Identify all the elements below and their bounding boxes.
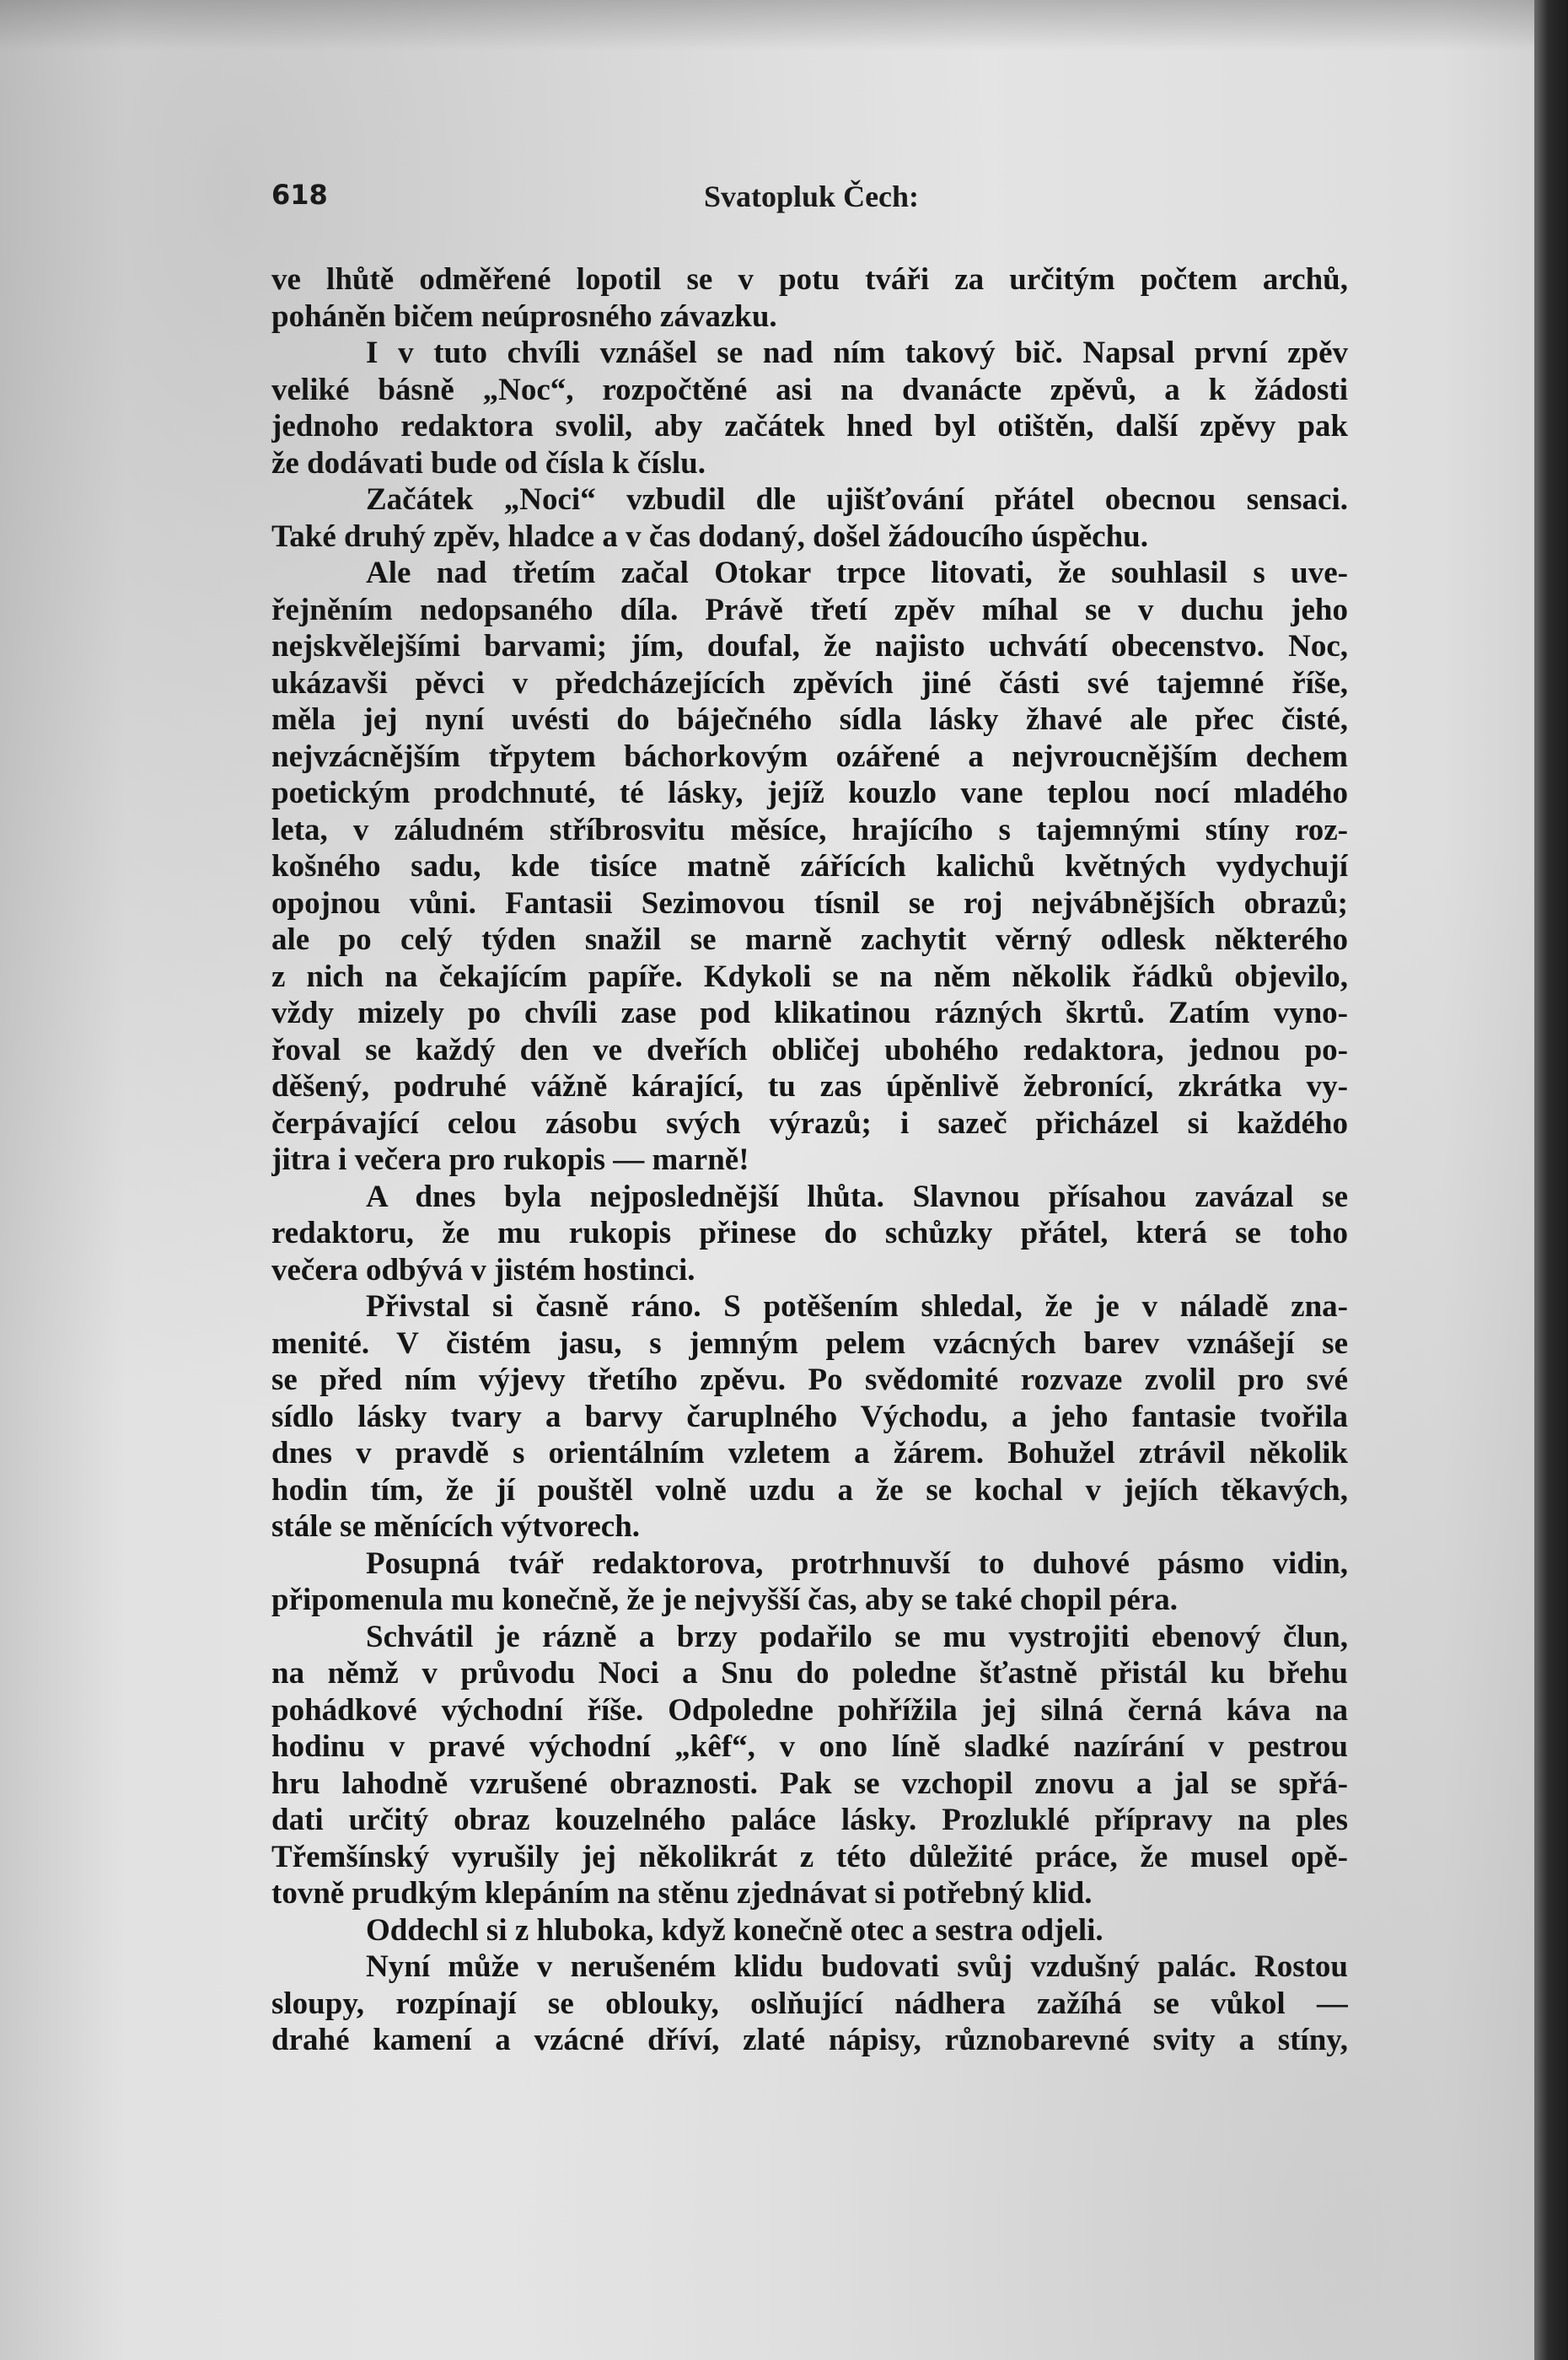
text-line: leta, v záludném stříbrosvitu měsíce, hrajícího s tajemnými stíny roz- [271, 812, 1348, 847]
text-line: hodinu v pravé východní „kêf“, v ono líně sladké nazírání v pestrou [271, 1729, 1348, 1764]
scan-top-shadow [0, 0, 1534, 51]
text-line: večera odbývá v jistém hostinci. [271, 1252, 695, 1288]
text-line: řoval se každý den ve dveřích obličej ubohého redaktora, jednou po- [271, 1032, 1348, 1067]
text-line: hodin tím, že jí pouštěl volně uzdu a že se kochal v jejích těkavých, [271, 1472, 1348, 1508]
text-line: Začátek „Noci“ vzbudil dle ujišťování přátel obecnou sensaci. [366, 482, 1348, 517]
text-line: ukázavši pěvci v předcházejících zpěvích jiné části své tajemné říše, [271, 665, 1348, 701]
text-line: vždy mizely po chvíli zase pod klikatinou rázných škrtů. Zatím vyno- [271, 996, 1348, 1030]
text-line: nejskvělejšími barvami; jím, doufal, že najisto uchvátí obecenstvo. Noc, [271, 629, 1348, 664]
text-line: A dnes byla nejposlednější lhůta. Slavnou přísahou zavázal se [366, 1179, 1348, 1214]
text-line: připomenula mu konečně, že je nejvyšší čas, aby se také chopil péra. [271, 1583, 1179, 1617]
scan-right-edge [1534, 0, 1568, 2360]
text-line: Přivstal si časně ráno. S potěšením shledal, že je v náladě zna- [366, 1289, 1348, 1324]
text-line: košného sadu, kde tisíce matně zářících kalichů květných vydychují [271, 849, 1348, 884]
text-line: Oddechl si z hluboka, když konečně otec a sestra odjeli. [366, 1912, 1104, 1948]
text-line: opojnou vůni. Fantasii Sezimovou tísnil se roj nejvábnějších obrazů; [271, 885, 1348, 921]
text-line: se před ním výjevy třetího zpěvu. Po svědomité rozvaze zvolil pro své [271, 1363, 1348, 1397]
text-line: jitra i večera pro rukopis — marně! [271, 1142, 749, 1177]
text-line: Nyní může v nerušeném klidu budovati svůj vzdušný palác. Rostou [366, 1949, 1348, 1984]
text-line: sídlo lásky tvary a barvy čaruplného Východu, a jeho fantasie tvořila [271, 1399, 1348, 1434]
text-line: řejněním nedopsaného díla. Právě třetí zpěv míhal se v duchu jeho [271, 592, 1348, 627]
text-line: hru lahodně vzrušené obraznosti. Pak se vzchopil znovu a jal se spřá- [271, 1766, 1348, 1801]
text-line: že dodávati bude od čísla k číslu. [271, 445, 706, 481]
text-line: Schvátil je rázně a brzy podařilo se mu vystrojiti ebenový člun, [366, 1619, 1348, 1654]
text-line: ve lhůtě odměřené lopotil se v potu tváři za určitým počtem archů, [271, 262, 1348, 297]
text-line: menité. V čistém jasu, s jemným pelem vzácných barev vznášejí se [271, 1325, 1348, 1361]
text-line: sloupy, rozpínají se oblouky, oslňující nádhera zažíhá se vůkol — [271, 1986, 1348, 2021]
text-line: pohádkové východní říše. Odpoledne pohřížila jej silná černá káva na [271, 1692, 1348, 1728]
text-line: čerpávající celou zásobu svých výrazů; i sazeč přicházel si každého [271, 1105, 1348, 1141]
text-line: poetickým prodchnuté, té lásky, jejíž kouzlo vane teplou nocí mladého [271, 776, 1348, 810]
text-line: dati určitý obraz kouzelného paláce lásky. Prozluklé přípravy na ples [271, 1803, 1348, 1837]
text-line: z nich na čekajícím papíře. Kdykoli se na něm několik řádků objevilo, [271, 959, 1348, 994]
page-header [271, 179, 1351, 223]
text-line: děšený, podruhé vážně kárající, tu zas úpěnlivě žebronící, zkrátka vy- [271, 1069, 1348, 1104]
page-number: 618 [271, 179, 328, 211]
text-line: Také druhý zpěv, hladce a v čas dodaný, došel žádoucího úspěchu. [271, 519, 1148, 554]
text-line: poháněn bičem neúprosného závazku. [271, 298, 777, 334]
text-line: Třemšínský vyrušily jej několikrát z této důležité práce, že musel opě- [271, 1839, 1348, 1874]
text-line: dnes v pravdě s orientálním vzletem a žárem. Bohužel ztrávil několik [271, 1436, 1348, 1470]
text-line: Posupná tvář redaktorova, protrhnuvší to duhové pásmo vidin, [366, 1546, 1348, 1581]
text-line: drahé kamení a vzácné dříví, zlaté nápisy, různobarevné svity a stíny, [271, 2023, 1348, 2057]
text-line: jednoho redaktora svolil, aby začátek hned byl otištěn, další zpěvy pak [271, 409, 1348, 444]
text-line: stále se měnících výtvorech. [271, 1509, 641, 1544]
text-line: Ale nad třetím začal Otokar trpce litovati, že souhlasil s uve- [366, 556, 1348, 590]
text-line: veliké básně „Noc“, rozpočtěné asi na dvanácte zpěvů, a k žádosti [271, 372, 1348, 407]
text-line: měla jej nyní uvésti do báječného sídla lásky žhavé ale přec čisté, [271, 702, 1348, 737]
text-line: redaktoru, že mu rukopis přinese do schůzky přátel, která se toho [271, 1216, 1348, 1250]
running-head: Svatopluk Čech: [704, 180, 920, 213]
text-line: tovně prudkým klepáním na stěnu zjednávat si potřebný klid. [271, 1876, 1093, 1911]
body-text [271, 261, 1348, 2059]
text-line: I v tuto chvíli vznášel se nad ním takový bič. Napsal první zpěv [366, 336, 1348, 370]
text-line: nejvzácnějším třpytem báchorkovým ozářené a nejvroucnějším dechem [271, 739, 1348, 774]
text-line: ale po celý týden snažil se marně zachytit věrný odlesk některého [271, 922, 1348, 957]
text-line: na němž v průvodu Noci a Snu do poledne šťastně přistál ku břehu [271, 1656, 1348, 1691]
